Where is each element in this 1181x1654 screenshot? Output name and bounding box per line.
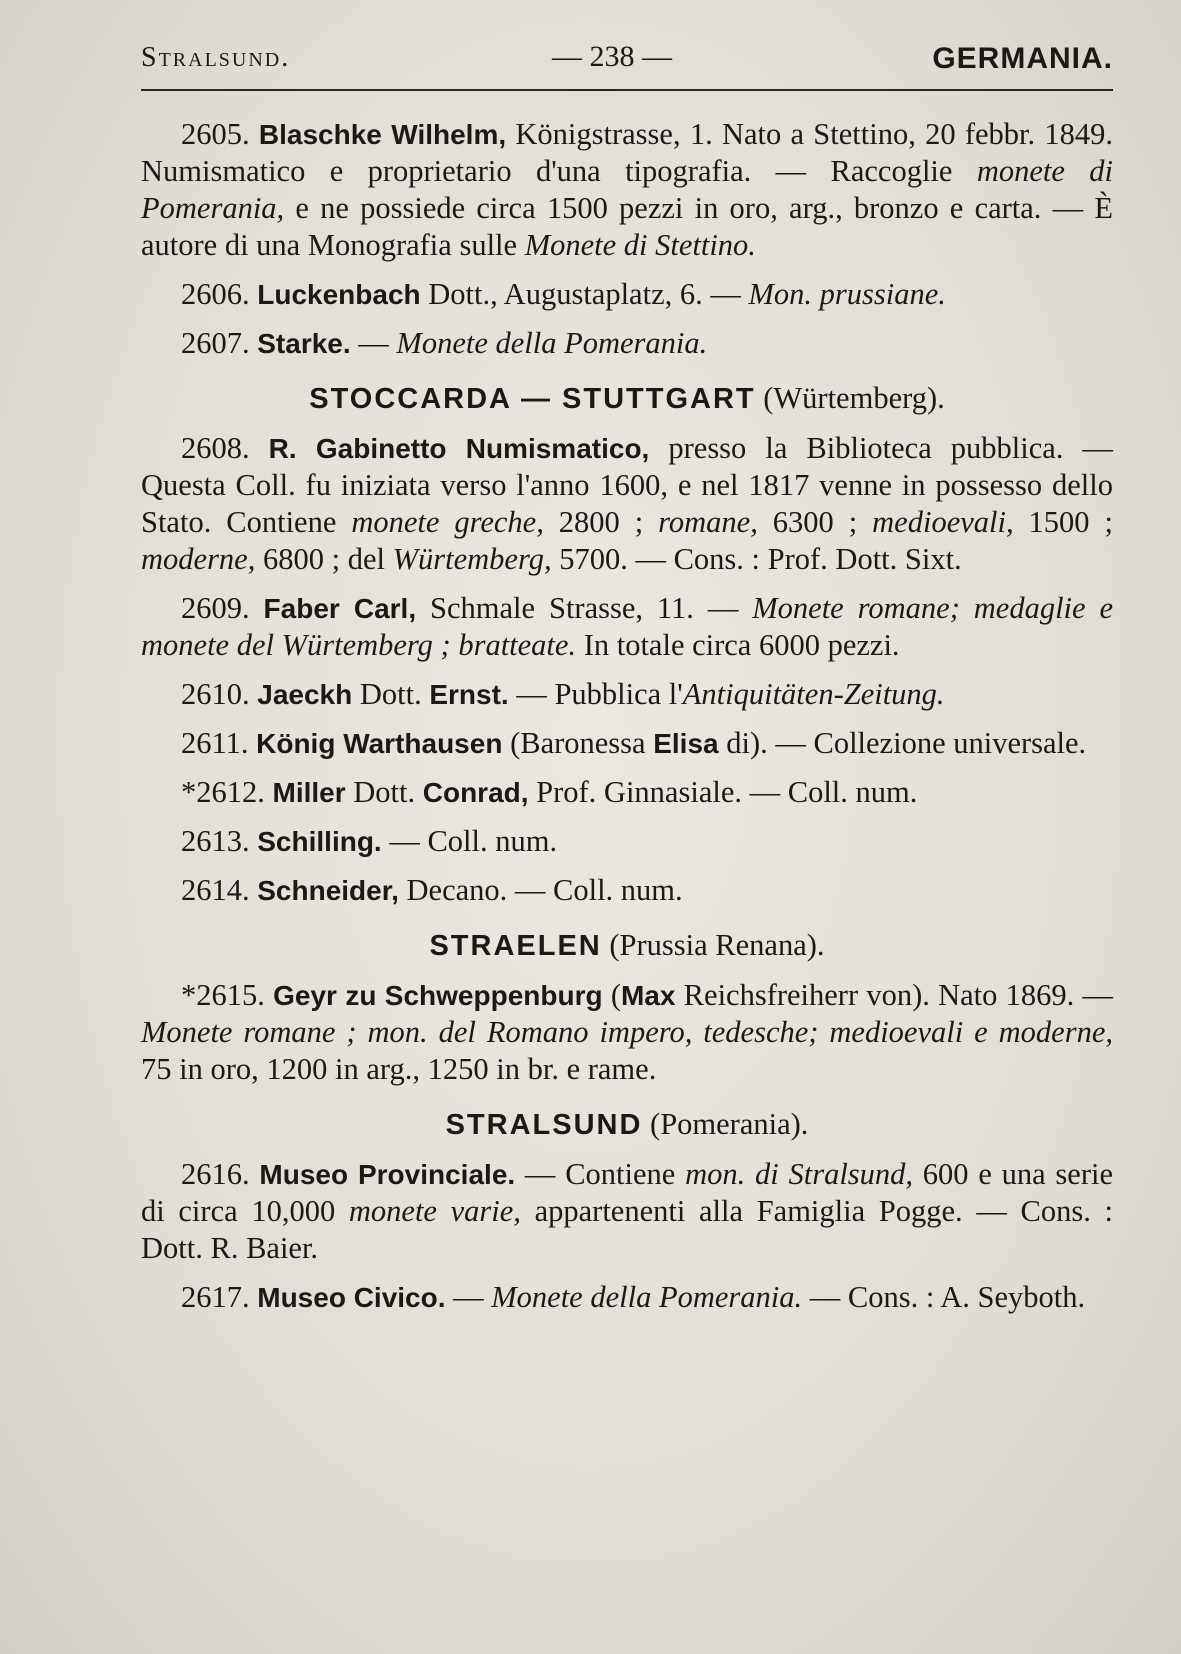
section-heading-stoccarda — [141, 380, 1113, 418]
entry-2616 — [141, 1156, 1113, 1267]
entry-name: Schneider, — [257, 875, 399, 906]
entry-text: In totale circa 6000 pezzi. — [576, 628, 900, 662]
section-region: (Prussia Renana). — [601, 928, 825, 962]
entry-text: ( — [602, 978, 621, 1012]
entry-italic: Antiquitäten-Zeitung. — [682, 677, 945, 711]
entry-name: König Warthausen — [256, 728, 503, 759]
entry-2610 — [141, 676, 1113, 713]
section-region: (Würtemberg). — [755, 381, 945, 415]
entry-text: — — [445, 1280, 492, 1314]
entry-italic: Monete di Stettino. — [524, 228, 756, 262]
entry-text: (Baronessa — [502, 726, 654, 760]
entry-name-secondary: Max — [620, 980, 676, 1011]
entry-text: Dott., Augustaplatz, 6. — — [420, 277, 749, 311]
entry-name: Faber Carl, — [263, 593, 417, 624]
entry-italic: Monete della Pomerania. — [396, 326, 708, 360]
entry-number: 2608. — [181, 431, 250, 465]
section-heading-stralsund — [141, 1106, 1113, 1144]
entry-number: 2616. — [181, 1157, 250, 1191]
entry-italic: Monete romane; medaglie e monete del Würtemberg ; bratteate. — [141, 591, 1114, 662]
section-heading-straelen — [141, 927, 1113, 965]
entry-2605 — [141, 116, 1113, 264]
entry-text: — Pubblica l' — [508, 677, 683, 711]
entry-2612 — [141, 774, 1113, 811]
entry-text: — — [350, 326, 397, 360]
entry-name: Jaeckh — [257, 679, 353, 710]
entry-name: Schilling. — [257, 826, 382, 857]
entry-number: 2607. — [181, 326, 250, 360]
entry-number: *2612. — [181, 775, 265, 809]
running-header — [141, 34, 1113, 90]
header-country: GERMANIA. — [932, 42, 1113, 75]
entry-italic: Mon. prussiane. — [748, 277, 946, 311]
entry-name-secondary: Conrad, — [422, 777, 529, 808]
entry-text: e ne possiede circa 1500 pezzi in oro, arg., bronzo e carta. — È autore di una Monografia sulle — [141, 191, 1113, 262]
entry-2611 — [141, 725, 1113, 762]
entry-number: 2609. — [181, 591, 250, 625]
entry-number: 2614. — [181, 873, 250, 907]
section-region: (Pomerania). — [642, 1107, 809, 1141]
entry-text: Schmale Strasse, 11. — — [416, 591, 753, 625]
entry-text: Königstrasse, 1. Nato a Stettino, 20 febbr. 1849. Numismatico e proprietario d'una tipografia. — Raccoglie — [141, 117, 1114, 188]
entry-number: 2611. — [181, 726, 249, 760]
entry-name: Museo Provinciale. — [259, 1159, 516, 1190]
entry-italic: medioevali, — [872, 505, 1014, 539]
entry-text: 2800 ; — [543, 505, 659, 539]
entry-2606 — [141, 276, 1113, 313]
entry-2609 — [141, 590, 1113, 664]
entry-2613 — [141, 823, 1113, 860]
entry-text: Decano. — Coll. num. — [398, 873, 683, 907]
section-place: STRAELEN — [429, 930, 602, 962]
entry-name-secondary: Elisa — [653, 728, 719, 759]
entry-number: 2613. — [181, 824, 250, 858]
entry-number: 2605. — [181, 117, 250, 151]
entry-text: — Cons. : A. Seyboth. — [802, 1280, 1086, 1314]
entry-text: appartenenti alla Famiglia Pogge. — Cons. : Dott. R. Baier. — [141, 1194, 1114, 1265]
entry-name: Starke. — [257, 328, 351, 359]
entry-name: Luckenbach — [257, 279, 421, 310]
section-place: STOCCARDA — STUTTGART — [309, 383, 756, 415]
header-rule — [141, 89, 1113, 91]
entry-text: Dott. — [352, 677, 430, 711]
entry-text: 6300 ; — [757, 505, 873, 539]
entry-text: Reichsfreiherr von). Nato 1869. — — [675, 978, 1113, 1012]
entry-number: 2610. — [181, 677, 250, 711]
header-city: Stralsund. — [141, 42, 291, 73]
entry-italic: romane, — [658, 505, 758, 539]
entry-italic: Monete della Pomerania. — [491, 1280, 803, 1314]
entry-name: Geyr zu Schweppenburg — [273, 980, 603, 1011]
entry-name-secondary: Ernst. — [429, 679, 509, 710]
entry-text: presso la Biblioteca pubblica. — Questa Coll. fu iniziata verso l'anno 1600, e nel 1817 venne in possesso dello Stato. Contiene — [141, 431, 1113, 539]
entry-text: 1500 ; — [1013, 505, 1113, 539]
directory-content — [141, 116, 1113, 1328]
entry-2615 — [141, 977, 1113, 1088]
entry-2614 — [141, 872, 1113, 909]
entry-text: di). — Collezione universale. — [718, 726, 1087, 760]
entry-text: 600 e una serie di circa 10,000 — [141, 1157, 1113, 1228]
entry-number: 2617. — [181, 1280, 250, 1314]
entry-name: Blaschke Wilhelm, — [258, 119, 507, 150]
entry-number: *2615. — [181, 978, 265, 1012]
entry-italic: mon. di Stralsund, — [685, 1157, 914, 1191]
entry-name: Miller — [272, 777, 346, 808]
entry-italic: Würtemberg, — [392, 542, 552, 576]
entry-name: Museo Civico. — [257, 1282, 446, 1313]
entry-text: 75 in oro, 1200 in arg., 1250 in br. e rame. — [141, 1052, 657, 1086]
entry-text: Prof. Ginnasiale. — Coll. num. — [528, 775, 918, 809]
entry-italic: Monete romane ; mon. del Romano impero, tedesche; medioevali e moderne, — [141, 1015, 1113, 1049]
entry-text: — Contiene — [515, 1157, 686, 1191]
entry-number: 2606. — [181, 277, 250, 311]
section-place: STRALSUND — [445, 1109, 643, 1141]
entry-text: 5700. — Cons. : Prof. Dott. Sixt. — [551, 542, 962, 576]
entry-text: — Coll. num. — [381, 824, 558, 858]
entry-text: 6800 ; del — [255, 542, 393, 576]
entry-italic: moderne, — [141, 542, 256, 576]
entry-2617 — [141, 1279, 1113, 1316]
entry-italic: monete varie, — [348, 1194, 521, 1228]
entry-italic: monete greche, — [351, 505, 544, 539]
entry-2607 — [141, 325, 1113, 362]
entry-name: R. Gabinetto Numismatico, — [268, 433, 650, 464]
entry-italic: monete di Pomerania, — [141, 154, 1113, 225]
page-number: — 238 — — [552, 40, 672, 73]
entry-text: Dott. — [345, 775, 423, 809]
entry-2608 — [141, 430, 1113, 578]
